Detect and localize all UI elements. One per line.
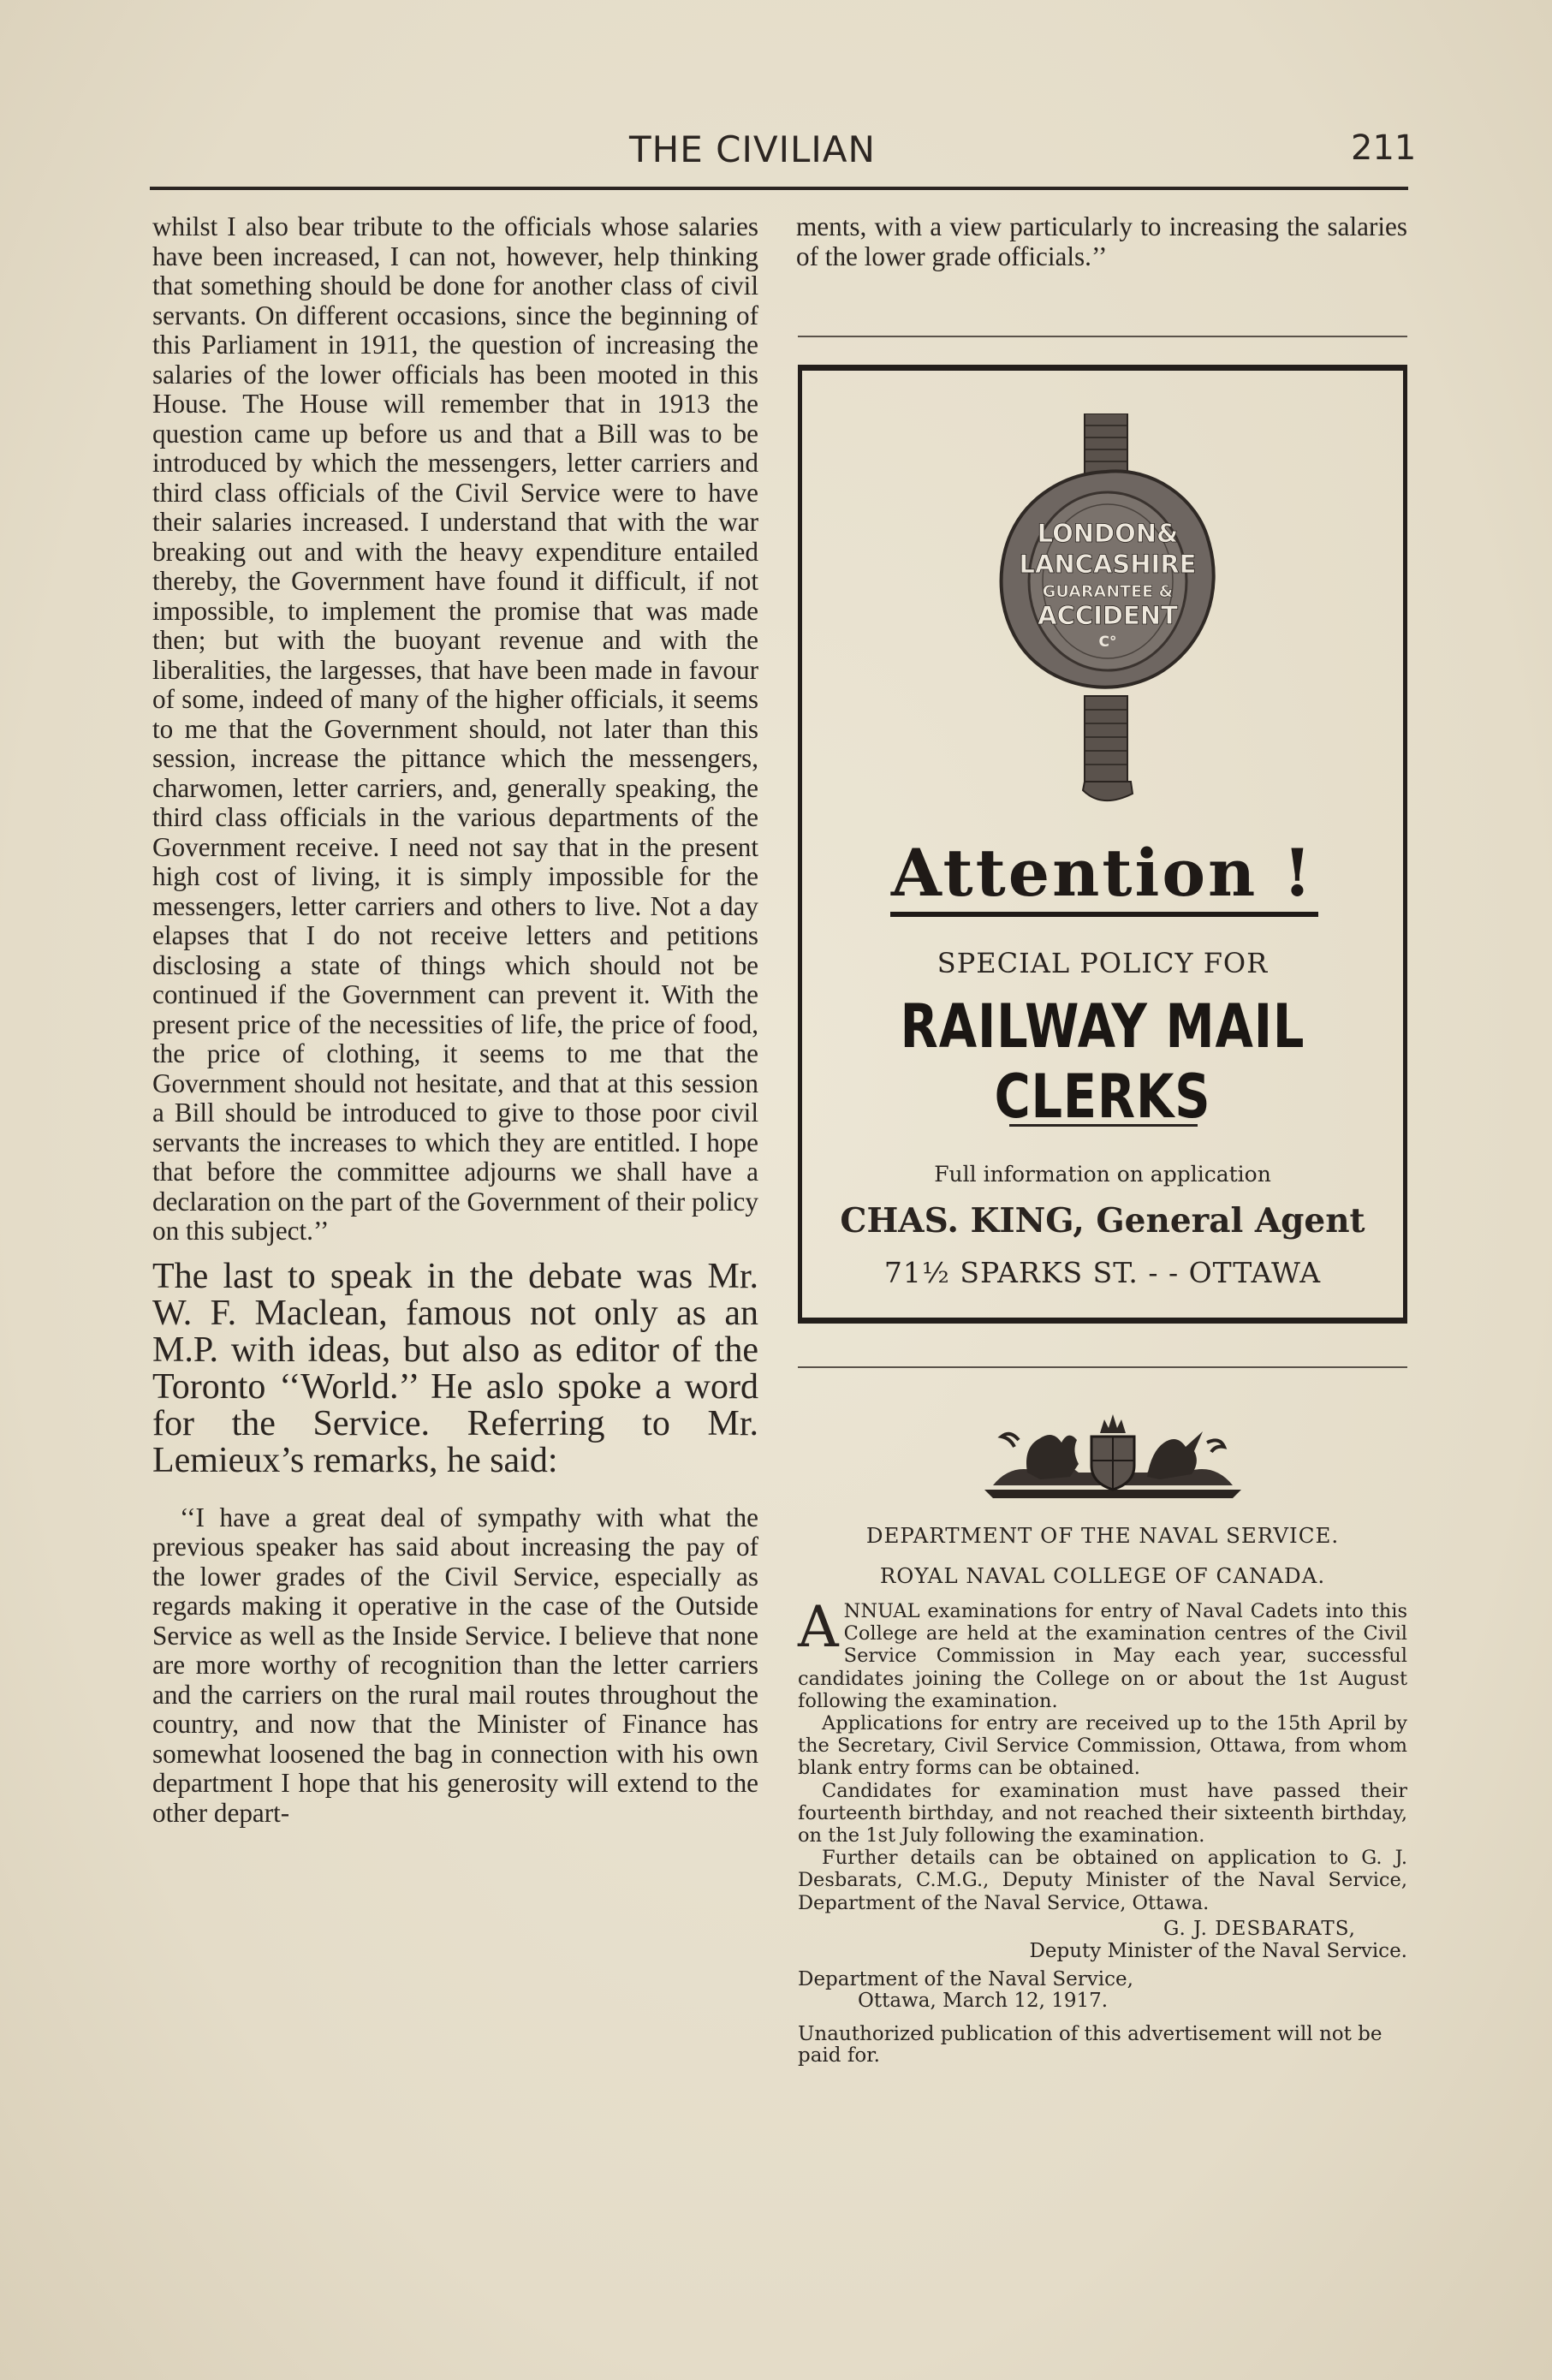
agent-name: CHAS. KING, General Agent xyxy=(840,1201,1365,1241)
seal-line-2: LANCASHIRE xyxy=(1019,550,1197,579)
drop-cap: A xyxy=(798,1594,839,1660)
coat-of-arms-emblem xyxy=(976,1404,1250,1507)
department-title: DEPARTMENT OF THE NAVAL SERVICE. xyxy=(865,1523,1340,1548)
page-number: 211 xyxy=(1351,128,1417,168)
unauthorized-notice: Unauthorized publication of this advertisement will not be paid for. xyxy=(798,2022,1383,2067)
seal-icon xyxy=(973,414,1239,816)
header-rule xyxy=(150,187,1408,190)
headline-rule xyxy=(890,912,1318,917)
right-column-top xyxy=(796,212,1407,271)
left-column xyxy=(152,212,758,1828)
ad-headline: Attention ! xyxy=(890,835,1315,911)
department-line: Department of the Naval Service, xyxy=(798,1967,1133,1990)
signatory-title: Deputy Minister of the Naval Service. xyxy=(1029,1939,1407,1962)
date-line: Ottawa, March 12, 1917. xyxy=(858,1989,1109,2012)
notice-paragraph-1 xyxy=(798,1594,1407,1712)
divider-rule xyxy=(798,336,1407,337)
quote-end: ments, with a view particularly to increasing the salaries of the lower grade officials.’’ xyxy=(796,211,1407,271)
maclean-quote: ‘‘I have a great deal of sympathy with what the previous speaker has said about increasing the pay of the lower grades of the Civil Service, especially as regards making it operative in the case of the Outside Service as well as the Inside Service. I believe that none are more worthy of recognition than the letter carriers and the carriers on the rural mail routes throughout the country, and now that the Minister of Finance has somewhat loosened the bag in connection with his own department I hope that his generosity will extend to the other depart- xyxy=(152,1502,758,1828)
college-title: ROYAL NAVAL COLLEGE OF CANADA. xyxy=(879,1563,1326,1588)
company-seal-logo xyxy=(973,414,1239,816)
info-line: Full information on application xyxy=(934,1162,1271,1187)
ad-subhead: SPECIAL POLICY FOR xyxy=(937,947,1269,979)
running-head: THE CIVILIAN xyxy=(629,128,876,170)
speech-continued: whilst I also bear tribute to the officials whose salaries have been increased, I can not, however, help thinking that something should be done for another class of civil servants. On different occasions, since the beginning of this Parliament in 1911, the question of increasing the salaries of the lower officials has been mooted in this House. The House will remember that in 1913 the question came up before us and that a Bill was to be introduced by which the messengers, letter carriers and third class officials of the Civil Service were to have their salaries increased. I understand that with the war breaking out and with the heavy expenditure entailed thereby, the Government have found it difficult, if not impossible, to implement the promise that was made then; but with the buoyant revenue and with the liberalities, the largesses, that have been made in favour of some, indeed of many of the higher officials, it seems to me that the Government should, not later than this session, increase the pittance which the messengers, charwomen, letter carriers, and, generally speaking, the third class officials in the various departments of the Government receive. I need not say that in the present high cost of living, it is simply impossible for the messengers, letter carriers and others to live. Not a day elapses that I do not receive letters and petitions disclosing a state of things which should not be continued if the Government can prevent it. With the present price of the necessities of life, the price of food, the price of clothing, it seems to me that the Government should not hesitate, and that at this session a Bill should be introduced to give to those poor civil servants the increases to which they are entitled. I hope that before the committee adjourns we shall have a declaration on the part of the Government of their policy on this subject.’’ xyxy=(152,211,758,1246)
seal-line-5: C° xyxy=(1098,634,1117,651)
notice-body xyxy=(798,1594,1407,2067)
lead-paragraph: The last to speak in the debate was Mr. W. F. Maclean, famous not only as an M.P. with ideas, but also as editor of the Toronto ‘‘World.’’ He aslo spoke a word for the Service. Referring to Mr. Lemieux’s remarks, he said: xyxy=(152,1256,758,1480)
divider-rule xyxy=(798,1366,1407,1368)
seal-line-1: LONDON& xyxy=(1037,519,1179,548)
insurance-advertisement xyxy=(798,365,1407,1324)
crest-icon xyxy=(976,1404,1250,1507)
policy-name: RAILWAY MAIL CLERKS xyxy=(900,991,1305,1132)
naval-notice xyxy=(798,1523,1407,2067)
ad-divider xyxy=(1009,1124,1198,1127)
notice-paragraph-2: Applications for entry are received up to the 15th April by the Secretary, Civil Service Commission, Ottawa, from whom blank entry forms can be obtained. xyxy=(798,1712,1407,1780)
notice-paragraph-3: Candidates for examination must have passed their fourteenth birthday, and not reached their sixteenth birthday, on the 1st July following the examination. xyxy=(798,1779,1407,1847)
notice-paragraph-4: Further details can be obtained on application to G. J. Desbarats, C.M.G., Deputy Minister of the Naval Service, Department of the Naval Service, Ottawa. xyxy=(798,1847,1407,1914)
agent-address: 71½ SPARKS ST. - - OTTAWA xyxy=(883,1256,1322,1289)
paragraph-1-text: NNUAL examinations for entry of Naval Cadets into this College are held at the examination centres of the Civil Service Commission in May each year, successful candidates joining the College on or about the 1st August following the examination. xyxy=(798,1600,1407,1712)
seal-line-4: ACCIDENT xyxy=(1038,601,1178,630)
signatory-name: G. J. DESBARATS, xyxy=(1163,1917,1356,1940)
seal-line-3: GUARANTEE & xyxy=(1042,582,1174,601)
